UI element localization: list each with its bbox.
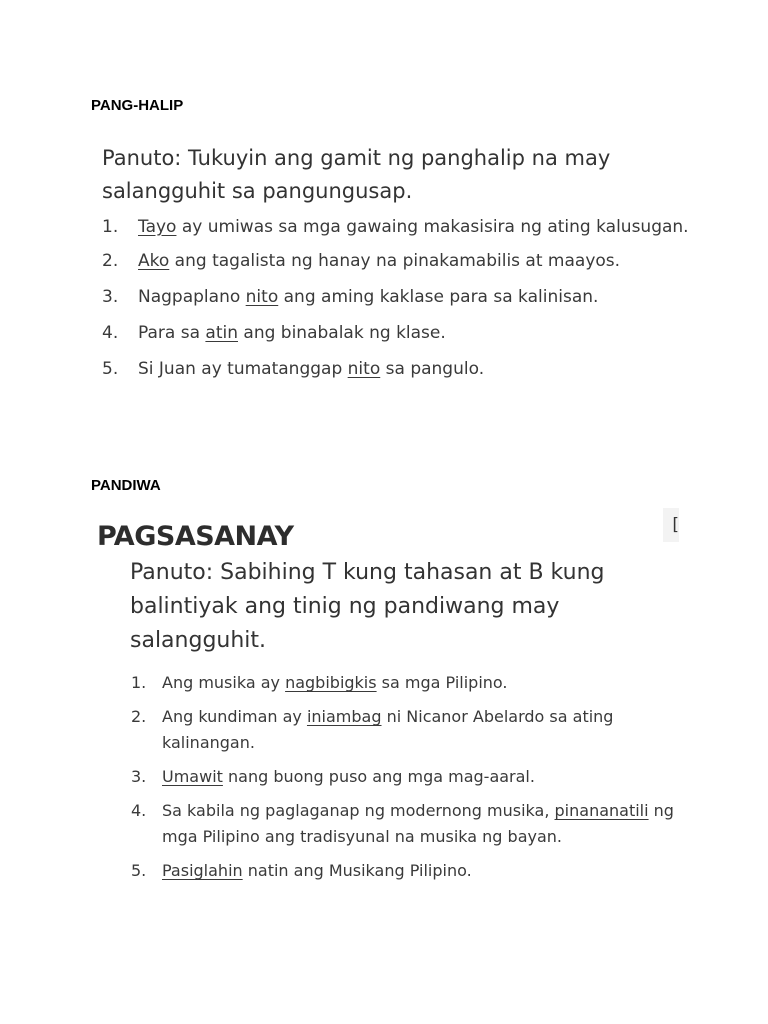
item-text: Ang musika ay nagbibigkis sa mga Pilipino. xyxy=(162,673,508,692)
exercise-list xyxy=(102,214,702,382)
item-text: Ako ang tagalista ng hanay na pinakamabilis at maayos. xyxy=(138,251,621,271)
underlined-word: iniambag xyxy=(306,707,382,726)
list-item xyxy=(102,214,702,240)
underlined-word: pinananatili xyxy=(554,801,649,820)
item-text: Tayo ay umiwas sa mga gawaing makasisira ng ating kalusugan. xyxy=(138,217,689,237)
item-number: 2. xyxy=(102,251,119,271)
item-number: 5. xyxy=(102,359,119,379)
exercise-list xyxy=(131,670,697,884)
section-heading-pang-halip: PANG-HALIP xyxy=(91,97,184,114)
instruction-text: Panuto: Sabihing T kung tahasan at B kung balintiyak ang tinig ng pandiwang may salangguhit. xyxy=(130,560,605,653)
item-text: Para sa atin ang binabalak ng klase. xyxy=(138,323,446,343)
underlined-word: nito xyxy=(347,359,381,379)
item-text: Si Juan ay tumatanggap nito sa pangulo. xyxy=(138,359,485,379)
underlined-word: Pasiglahin xyxy=(162,861,243,880)
item-text: Pasiglahin natin ang Musikang Pilipino. xyxy=(162,861,472,880)
item-text: Ang kundiman ay iniambag ni Nicanor Abelardo sa ating kalinangan. xyxy=(162,707,614,752)
list-item xyxy=(102,284,702,310)
item-number: 1. xyxy=(102,217,119,237)
bracket-glyph: [ xyxy=(663,508,679,542)
pang-halip-exercise xyxy=(102,142,702,392)
item-text: Umawit nang buong puso ang mga mag-aaral. xyxy=(162,767,535,786)
item-text: Nagpaplano nito ang aming kaklase para sa kalinisan. xyxy=(138,287,599,307)
underlined-word: nagbibigkis xyxy=(285,673,377,692)
list-item xyxy=(131,670,697,696)
item-number: 3. xyxy=(131,767,147,786)
section-heading-pandiwa: PANDIWA xyxy=(91,477,161,494)
item-number: 1. xyxy=(131,673,147,692)
item-text: Sa kabila ng paglaganap ng modernong musika, pinananatili ng mga Pilipino ang tradisyunal na musika ng bayan. xyxy=(162,801,674,846)
item-number: 3. xyxy=(102,287,119,307)
underlined-word: nito xyxy=(245,287,279,307)
list-item xyxy=(131,858,697,884)
instruction-text: Panuto: Tukuyin ang gamit ng panghalip na may salangguhit sa pangungusap. xyxy=(102,146,611,203)
list-item xyxy=(131,798,697,850)
underlined-word: Ako xyxy=(138,251,170,271)
list-item xyxy=(102,320,702,346)
underlined-word: Tayo xyxy=(138,217,177,237)
underlined-word: Umawit xyxy=(162,767,223,786)
pandiwa-exercise xyxy=(97,518,697,892)
item-number: 5. xyxy=(131,861,147,880)
item-number: 4. xyxy=(131,801,147,820)
underlined-word: atin xyxy=(205,323,238,343)
list-item xyxy=(102,248,702,274)
item-number: 4. xyxy=(102,323,119,343)
list-item xyxy=(131,764,697,790)
item-number: 2. xyxy=(131,707,147,726)
list-item xyxy=(131,704,697,756)
pagsasanay-title: PAGSASANAY xyxy=(97,521,294,552)
list-item xyxy=(102,356,702,382)
